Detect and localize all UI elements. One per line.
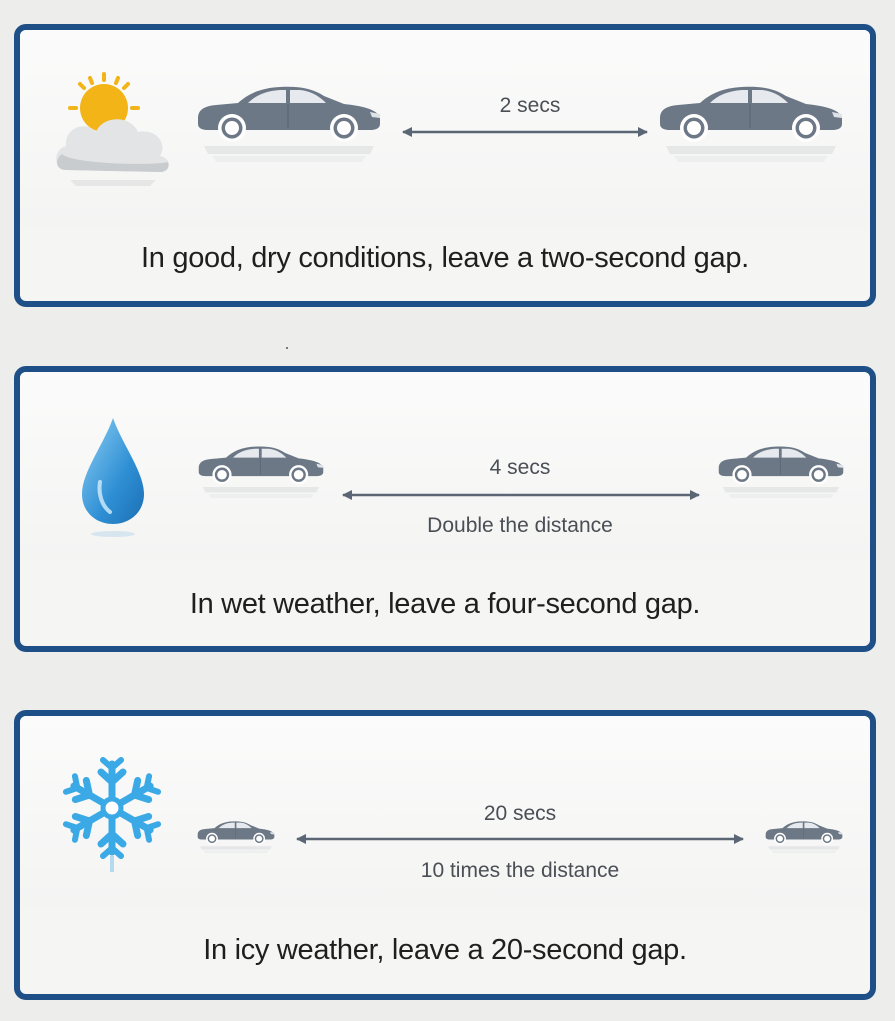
gap-label: 20 secs (483, 802, 557, 825)
panel-wet (14, 366, 876, 652)
caption: In good, dry conditions, leave a two-second gap. (141, 242, 749, 274)
following-car (716, 444, 846, 500)
caption: In wet weather, leave a four-second gap. (189, 588, 701, 620)
panel-dry (14, 24, 876, 307)
gap-arrow (294, 833, 746, 845)
gap-label: 4 secs (489, 456, 551, 479)
lead-car (196, 820, 276, 854)
raindrop-icon (78, 412, 148, 542)
lead-car (194, 84, 384, 164)
gap-label: 2 secs (499, 94, 561, 117)
gap-arrow (340, 489, 702, 501)
panel-icy (14, 710, 876, 1000)
following-car (656, 84, 846, 164)
caption: In icy weather, leave a 20-second gap. (203, 934, 687, 966)
sun-cloud-icon (52, 70, 182, 190)
following-car (764, 820, 844, 854)
lead-car (196, 444, 326, 500)
speck (286, 347, 288, 349)
distance-label: Double the distance (427, 514, 613, 537)
distance-label: 10 times the distance (420, 859, 620, 882)
snowflake-icon (62, 756, 162, 876)
gap-arrow (400, 126, 650, 138)
